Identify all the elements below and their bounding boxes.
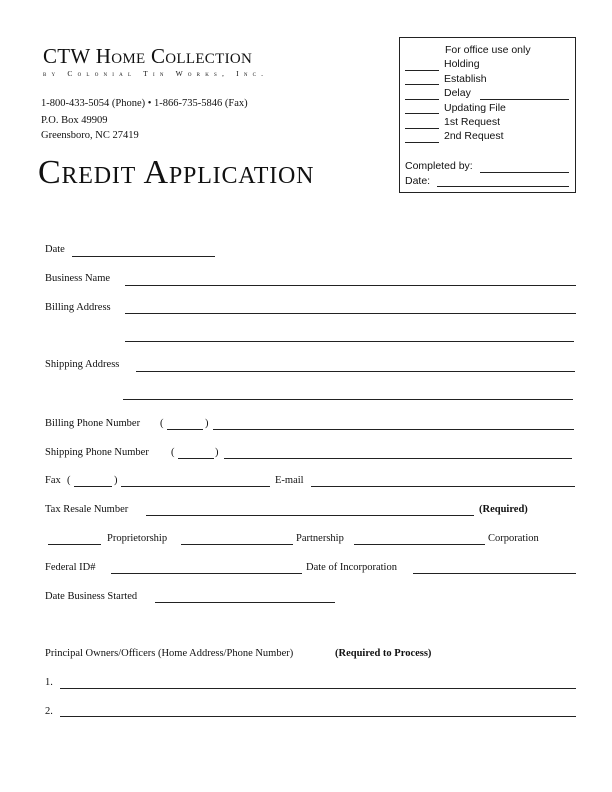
billing-address-field-1[interactable]	[125, 313, 576, 314]
business-name-field[interactable]	[125, 285, 576, 286]
email-field[interactable]	[311, 486, 575, 487]
billing-phone-area-code[interactable]	[167, 429, 203, 430]
date-incorporation-field[interactable]	[413, 573, 576, 574]
office-item-delay: Delay	[444, 87, 471, 99]
billing-address-label: Billing Address	[45, 302, 111, 313]
shipping-phone-label: Shipping Phone Number	[45, 447, 149, 458]
business-name-label: Business Name	[45, 273, 111, 284]
billing-address-field-2[interactable]	[125, 341, 574, 342]
principal-owners-label: Principal Owners/Officers (Home Address/Phone Number)	[45, 648, 294, 659]
shipping-address-field-1[interactable]	[136, 371, 575, 372]
billing-phone-field[interactable]	[213, 429, 574, 430]
billing-phone-paren-open: (	[160, 418, 164, 429]
proprietorship-checkline[interactable]	[48, 544, 101, 545]
fax-label: Fax	[45, 475, 61, 486]
owner-line-1-field[interactable]	[60, 688, 576, 689]
fax-field[interactable]	[121, 486, 270, 487]
po-box: P.O. Box 49909	[41, 115, 108, 126]
office-item-1st-request: 1st Request	[444, 116, 501, 128]
owner-line-1-label: 1.	[45, 677, 53, 688]
date-label: Date	[45, 244, 65, 255]
office-item-holding: Holding	[444, 58, 480, 70]
federal-id-label: Federal ID#	[45, 562, 96, 573]
shipping-address-field-2[interactable]	[123, 399, 573, 400]
city-address: Greensboro, NC 27419	[41, 130, 139, 141]
office-date-label: Date:	[405, 175, 431, 187]
date-incorporation-label: Date of Incorporation	[306, 562, 397, 573]
office-item-updating-file: Updating File	[444, 102, 506, 114]
federal-id-field[interactable]	[111, 573, 302, 574]
billing-phone-label: Billing Phone Number	[45, 418, 141, 429]
date-field[interactable]	[72, 256, 215, 257]
owner-line-2-field[interactable]	[60, 716, 576, 717]
corporation-checkline[interactable]	[354, 544, 485, 545]
date-business-started-field[interactable]	[155, 602, 335, 603]
date-business-started-label: Date Business Started	[45, 591, 138, 602]
shipping-address-label: Shipping Address	[45, 359, 120, 370]
proprietorship-label: Proprietorship	[107, 533, 168, 544]
corporation-label: Corporation	[488, 533, 539, 544]
billing-phone-paren-close: )	[205, 418, 209, 429]
page-title: Credit Application	[38, 154, 315, 191]
brand-subtitle: by Colonial Tin Works, Inc.	[43, 69, 269, 78]
shipping-phone-field[interactable]	[224, 458, 572, 459]
partnership-checkline[interactable]	[181, 544, 293, 545]
office-delay-value-line[interactable]	[480, 99, 569, 100]
contact-phones: 1-800-433-5054 (Phone) • 1-866-735-5846 (Fax)	[41, 98, 248, 109]
office-holding-line[interactable]	[405, 70, 439, 71]
office-delay-line[interactable]	[405, 99, 439, 100]
office-item-2nd-request: 2nd Request	[444, 130, 504, 142]
office-1st-request-line[interactable]	[405, 128, 439, 129]
office-establish-line[interactable]	[405, 84, 439, 85]
required-to-process: (Required to Process)	[335, 648, 432, 659]
fax-area-code[interactable]	[74, 486, 112, 487]
shipping-phone-paren-open: (	[171, 447, 175, 458]
office-date-line[interactable]	[437, 186, 569, 187]
office-2nd-request-line[interactable]	[405, 142, 439, 143]
partnership-label: Partnership	[296, 533, 344, 544]
shipping-phone-area-code[interactable]	[178, 458, 214, 459]
office-completed-by-line[interactable]	[480, 172, 569, 173]
tax-resale-field[interactable]	[146, 515, 474, 516]
office-completed-by-label: Completed by:	[405, 160, 473, 172]
fax-paren-close: )	[114, 475, 118, 486]
office-updating-line[interactable]	[405, 113, 439, 114]
owner-line-2-label: 2.	[45, 706, 53, 717]
tax-resale-required: (Required)	[479, 504, 528, 515]
tax-resale-label: Tax Resale Number	[45, 504, 129, 515]
office-item-establish: Establish	[444, 73, 487, 85]
fax-paren-open: (	[67, 475, 71, 486]
shipping-phone-paren-close: )	[215, 447, 219, 458]
brand-name: CTW Home Collection	[43, 44, 253, 68]
office-use-heading: For office use only	[445, 44, 531, 56]
email-label: E-mail	[275, 475, 304, 486]
